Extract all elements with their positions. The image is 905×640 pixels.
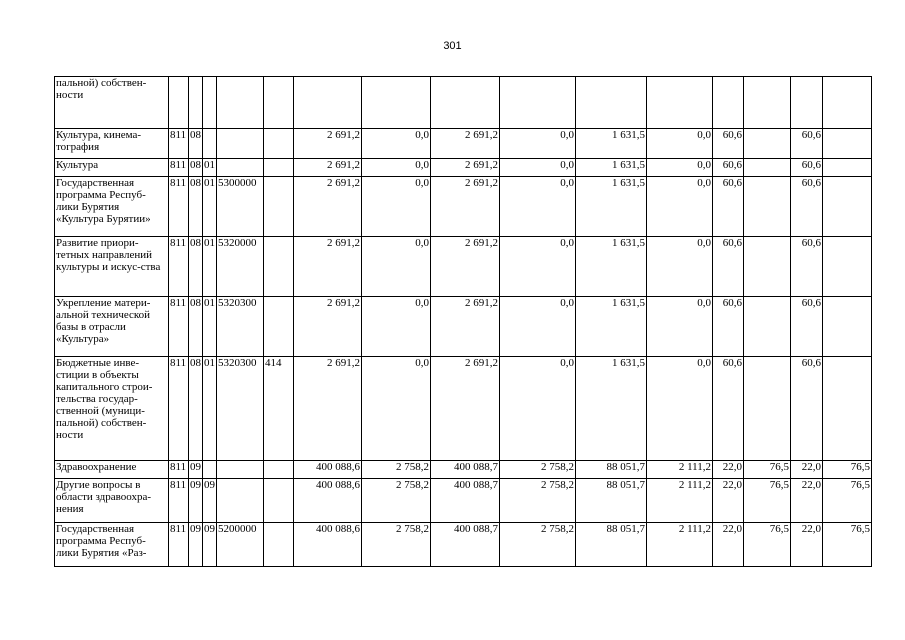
amount-3-cell — [431, 77, 500, 129]
page-number: 301 — [443, 40, 462, 52]
amount-6-cell: 0,0 — [647, 159, 713, 177]
amount-1-cell — [294, 77, 362, 129]
amount-5-cell: 88 051,7 — [576, 461, 647, 479]
percent-4-cell — [823, 129, 872, 159]
code-section-cell: 08 — [189, 177, 203, 237]
percent-4-cell: 76,5 — [823, 523, 872, 567]
row-name-cell: Бюджетные инве-стиции в объекты капитального строи-тельства государ-ственной (муници-пальной) собствен-ности — [55, 357, 169, 461]
percent-2-cell — [744, 129, 791, 159]
amount-4-cell: 0,0 — [500, 237, 576, 297]
row-name-cell: Укрепление матери-альной технической базы в отрасли «Культура» — [55, 297, 169, 357]
code-section-cell: 09 — [189, 479, 203, 523]
code-admin-cell: 811 — [169, 357, 189, 461]
row-name-cell: пальной) собствен-ности — [55, 77, 169, 129]
table-row — [55, 297, 872, 357]
row-name-cell: Культура, кинема-тография — [55, 129, 169, 159]
amount-2-cell: 0,0 — [362, 297, 431, 357]
amount-1-cell: 400 088,6 — [294, 479, 362, 523]
code-subsection-cell — [203, 77, 217, 129]
amount-2-cell: 2 758,2 — [362, 461, 431, 479]
amount-2-cell: 0,0 — [362, 159, 431, 177]
percent-3-cell: 60,6 — [791, 357, 823, 461]
percent-1-cell: 60,6 — [713, 177, 744, 237]
amount-5-cell — [576, 77, 647, 129]
percent-1-cell: 22,0 — [713, 461, 744, 479]
amount-6-cell — [647, 77, 713, 129]
amount-6-cell: 0,0 — [647, 177, 713, 237]
percent-3-cell: 22,0 — [791, 523, 823, 567]
amount-3-cell: 2 691,2 — [431, 177, 500, 237]
percent-4-cell — [823, 297, 872, 357]
amount-5-cell: 1 631,5 — [576, 237, 647, 297]
amount-1-cell: 2 691,2 — [294, 177, 362, 237]
percent-4-cell — [823, 177, 872, 237]
table-row — [55, 177, 872, 237]
percent-3-cell: 60,6 — [791, 177, 823, 237]
amount-6-cell: 2 111,2 — [647, 479, 713, 523]
code-subsection-cell — [203, 461, 217, 479]
amount-3-cell: 2 691,2 — [431, 297, 500, 357]
amount-3-cell: 2 691,2 — [431, 129, 500, 159]
code-section-cell: 08 — [189, 129, 203, 159]
code-subsection-cell: 09 — [203, 479, 217, 523]
amount-1-cell: 2 691,2 — [294, 297, 362, 357]
percent-4-cell — [823, 237, 872, 297]
percent-2-cell — [744, 77, 791, 129]
amount-5-cell: 1 631,5 — [576, 177, 647, 237]
code-subsection-cell: 09 — [203, 523, 217, 567]
code-admin-cell: 811 — [169, 479, 189, 523]
amount-4-cell: 0,0 — [500, 159, 576, 177]
code-expense-type-cell — [264, 523, 294, 567]
code-section-cell: 08 — [189, 237, 203, 297]
amount-5-cell: 1 631,5 — [576, 129, 647, 159]
amount-4-cell: 0,0 — [500, 357, 576, 461]
code-target-item-cell — [217, 159, 264, 177]
row-name-cell: Культура — [55, 159, 169, 177]
code-section-cell: 08 — [189, 159, 203, 177]
table-row — [55, 479, 872, 523]
code-admin-cell: 811 — [169, 129, 189, 159]
code-admin-cell: 811 — [169, 523, 189, 567]
amount-2-cell: 2 758,2 — [362, 523, 431, 567]
percent-1-cell — [713, 77, 744, 129]
code-target-item-cell — [217, 461, 264, 479]
amount-6-cell: 2 111,2 — [647, 523, 713, 567]
percent-3-cell: 60,6 — [791, 159, 823, 177]
code-expense-type-cell — [264, 129, 294, 159]
code-expense-type-cell: 414 — [264, 357, 294, 461]
percent-3-cell: 60,6 — [791, 297, 823, 357]
percent-2-cell: 76,5 — [744, 461, 791, 479]
code-section-cell — [189, 77, 203, 129]
code-section-cell: 08 — [189, 297, 203, 357]
percent-4-cell: 76,5 — [823, 461, 872, 479]
percent-3-cell: 60,6 — [791, 237, 823, 297]
percent-3-cell: 22,0 — [791, 479, 823, 523]
amount-2-cell: 0,0 — [362, 129, 431, 159]
code-target-item-cell — [217, 479, 264, 523]
percent-3-cell: 60,6 — [791, 129, 823, 159]
code-subsection-cell: 01 — [203, 159, 217, 177]
percent-3-cell — [791, 77, 823, 129]
code-expense-type-cell — [264, 77, 294, 129]
code-subsection-cell: 01 — [203, 357, 217, 461]
amount-1-cell: 400 088,6 — [294, 523, 362, 567]
amount-1-cell: 2 691,2 — [294, 237, 362, 297]
amount-1-cell: 2 691,2 — [294, 159, 362, 177]
amount-6-cell: 0,0 — [647, 357, 713, 461]
amount-1-cell: 2 691,2 — [294, 129, 362, 159]
amount-5-cell: 88 051,7 — [576, 523, 647, 567]
code-admin-cell: 811 — [169, 237, 189, 297]
code-section-cell: 09 — [189, 461, 203, 479]
amount-2-cell: 0,0 — [362, 177, 431, 237]
amount-3-cell: 400 088,7 — [431, 461, 500, 479]
table-body — [55, 77, 872, 567]
amount-2-cell: 0,0 — [362, 357, 431, 461]
amount-4-cell — [500, 77, 576, 129]
amount-3-cell: 2 691,2 — [431, 237, 500, 297]
code-subsection-cell: 01 — [203, 177, 217, 237]
code-admin-cell: 811 — [169, 159, 189, 177]
row-name-cell: Государственная программа Респуб-лики Бурятия «Раз- — [55, 523, 169, 567]
amount-3-cell: 2 691,2 — [431, 357, 500, 461]
amount-5-cell: 1 631,5 — [576, 159, 647, 177]
table-row — [55, 357, 872, 461]
amount-6-cell: 0,0 — [647, 297, 713, 357]
amount-3-cell: 400 088,7 — [431, 479, 500, 523]
code-subsection-cell: 01 — [203, 237, 217, 297]
table-row — [55, 523, 872, 567]
table-row — [55, 129, 872, 159]
percent-2-cell — [744, 177, 791, 237]
percent-1-cell: 60,6 — [713, 357, 744, 461]
code-subsection-cell — [203, 129, 217, 159]
amount-1-cell: 2 691,2 — [294, 357, 362, 461]
table-row — [55, 159, 872, 177]
code-target-item-cell — [217, 77, 264, 129]
code-target-item-cell: 5200000 — [217, 523, 264, 567]
amount-4-cell: 0,0 — [500, 297, 576, 357]
table-row — [55, 237, 872, 297]
percent-4-cell — [823, 159, 872, 177]
code-admin-cell — [169, 77, 189, 129]
code-expense-type-cell — [264, 479, 294, 523]
code-section-cell: 08 — [189, 357, 203, 461]
code-expense-type-cell — [264, 297, 294, 357]
amount-4-cell: 0,0 — [500, 129, 576, 159]
amount-5-cell: 1 631,5 — [576, 297, 647, 357]
amount-6-cell: 0,0 — [647, 237, 713, 297]
percent-1-cell: 60,6 — [713, 129, 744, 159]
amount-4-cell: 2 758,2 — [500, 461, 576, 479]
amount-3-cell: 400 088,7 — [431, 523, 500, 567]
amount-5-cell: 88 051,7 — [576, 479, 647, 523]
percent-1-cell: 60,6 — [713, 159, 744, 177]
amount-2-cell: 0,0 — [362, 237, 431, 297]
percent-2-cell: 76,5 — [744, 523, 791, 567]
code-expense-type-cell — [264, 159, 294, 177]
percent-4-cell — [823, 77, 872, 129]
row-name-cell: Здравоохранение — [55, 461, 169, 479]
percent-1-cell: 22,0 — [713, 523, 744, 567]
amount-6-cell: 0,0 — [647, 129, 713, 159]
code-target-item-cell: 5320300 — [217, 357, 264, 461]
code-expense-type-cell — [264, 177, 294, 237]
percent-2-cell — [744, 159, 791, 177]
percent-2-cell — [744, 297, 791, 357]
amount-5-cell: 1 631,5 — [576, 357, 647, 461]
code-subsection-cell: 01 — [203, 297, 217, 357]
amount-2-cell: 2 758,2 — [362, 479, 431, 523]
row-name-cell: Государственная программа Респуб-лики Бурятия «Культура Бурятии» — [55, 177, 169, 237]
row-name-cell: Другие вопросы в области здравоохра-нения — [55, 479, 169, 523]
code-target-item-cell — [217, 129, 264, 159]
code-target-item-cell: 5320300 — [217, 297, 264, 357]
amount-1-cell: 400 088,6 — [294, 461, 362, 479]
percent-1-cell: 60,6 — [713, 297, 744, 357]
amount-4-cell: 0,0 — [500, 177, 576, 237]
code-section-cell: 09 — [189, 523, 203, 567]
amount-2-cell — [362, 77, 431, 129]
code-admin-cell: 811 — [169, 461, 189, 479]
table-row — [55, 461, 872, 479]
percent-4-cell — [823, 357, 872, 461]
code-expense-type-cell — [264, 461, 294, 479]
percent-2-cell — [744, 357, 791, 461]
amount-3-cell: 2 691,2 — [431, 159, 500, 177]
amount-6-cell: 2 111,2 — [647, 461, 713, 479]
table-row — [55, 77, 872, 129]
percent-3-cell: 22,0 — [791, 461, 823, 479]
percent-4-cell: 76,5 — [823, 479, 872, 523]
budget-table — [54, 76, 872, 567]
percent-1-cell: 22,0 — [713, 479, 744, 523]
amount-4-cell: 2 758,2 — [500, 479, 576, 523]
code-expense-type-cell — [264, 237, 294, 297]
amount-4-cell: 2 758,2 — [500, 523, 576, 567]
percent-2-cell — [744, 237, 791, 297]
code-admin-cell: 811 — [169, 297, 189, 357]
code-target-item-cell: 5300000 — [217, 177, 264, 237]
code-target-item-cell: 5320000 — [217, 237, 264, 297]
percent-1-cell: 60,6 — [713, 237, 744, 297]
percent-2-cell: 76,5 — [744, 479, 791, 523]
code-admin-cell: 811 — [169, 177, 189, 237]
row-name-cell: Развитие приори-тетных направлений культуры и искус-ства — [55, 237, 169, 297]
